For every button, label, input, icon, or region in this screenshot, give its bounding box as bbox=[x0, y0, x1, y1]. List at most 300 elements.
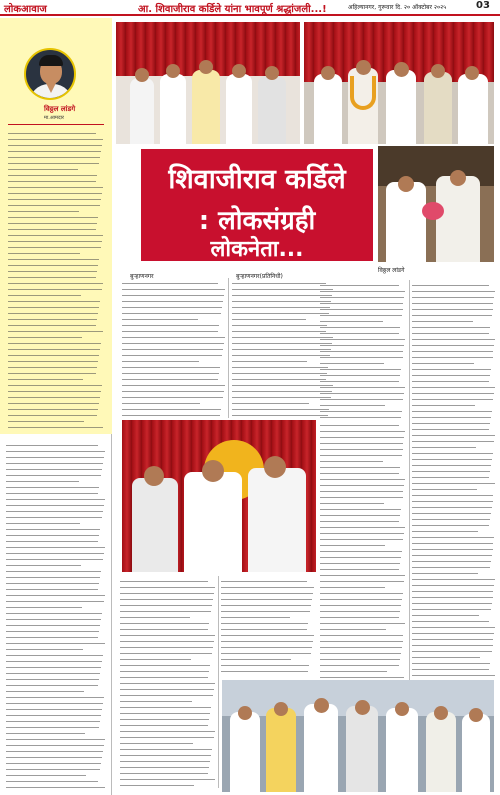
text-line bbox=[8, 211, 79, 212]
text-line bbox=[320, 497, 403, 498]
text-line bbox=[6, 679, 99, 680]
text-line bbox=[412, 609, 491, 610]
text-line bbox=[8, 319, 97, 320]
text-line bbox=[412, 561, 491, 562]
text-line bbox=[6, 685, 98, 686]
text-line bbox=[122, 391, 224, 392]
text-line bbox=[6, 787, 105, 788]
text-line bbox=[8, 415, 97, 416]
text-line bbox=[221, 653, 311, 654]
text-line bbox=[232, 295, 332, 296]
story-column-2 bbox=[232, 278, 334, 418]
author-name: विठ्ठल लांडगे bbox=[44, 105, 76, 113]
text-line bbox=[412, 417, 491, 418]
text-line bbox=[8, 367, 97, 368]
text-line bbox=[6, 583, 99, 584]
text-line bbox=[6, 769, 100, 770]
column-text-body bbox=[8, 128, 104, 428]
text-line bbox=[232, 397, 331, 398]
text-line bbox=[320, 437, 404, 438]
text-line bbox=[120, 755, 211, 756]
text-line bbox=[120, 629, 208, 630]
text-line bbox=[120, 605, 212, 606]
text-line bbox=[8, 325, 96, 326]
text-line bbox=[221, 641, 313, 642]
masthead bbox=[0, 0, 500, 16]
text-line bbox=[8, 355, 99, 356]
text-line bbox=[412, 387, 495, 388]
text-line bbox=[412, 477, 489, 478]
text-line bbox=[412, 519, 490, 520]
text-line bbox=[122, 379, 218, 380]
text-line bbox=[6, 619, 101, 620]
text-line bbox=[8, 145, 102, 146]
flower-garland-photo bbox=[304, 22, 494, 144]
text-line bbox=[412, 291, 495, 292]
story-column-8 bbox=[221, 576, 315, 676]
text-line bbox=[412, 345, 494, 346]
text-line bbox=[412, 555, 492, 556]
text-line bbox=[412, 597, 493, 598]
text-line bbox=[8, 133, 96, 134]
text-line bbox=[8, 289, 102, 290]
text-line bbox=[221, 665, 309, 666]
text-line bbox=[6, 571, 101, 572]
text-line bbox=[8, 373, 96, 374]
text-line bbox=[412, 429, 489, 430]
text-line bbox=[8, 397, 100, 398]
text-line bbox=[120, 713, 210, 714]
text-line bbox=[320, 393, 404, 394]
text-line bbox=[6, 739, 105, 740]
text-line bbox=[232, 325, 327, 326]
text-line bbox=[412, 621, 489, 622]
text-line bbox=[120, 737, 214, 738]
text-line bbox=[6, 745, 104, 746]
text-line bbox=[8, 181, 96, 182]
text-line bbox=[412, 639, 493, 640]
text-line bbox=[120, 731, 215, 732]
text-line bbox=[8, 343, 101, 344]
text-line bbox=[120, 635, 215, 636]
text-line bbox=[6, 655, 103, 656]
text-line bbox=[412, 327, 490, 328]
text-line bbox=[320, 563, 400, 564]
text-line bbox=[6, 523, 80, 524]
text-line bbox=[320, 515, 400, 516]
text-line bbox=[8, 157, 100, 158]
text-line bbox=[122, 367, 220, 368]
text-line bbox=[122, 415, 220, 416]
story-column-4 bbox=[320, 280, 406, 418]
text-line bbox=[6, 535, 99, 536]
text-line bbox=[6, 475, 101, 476]
text-line bbox=[6, 751, 103, 752]
text-line bbox=[8, 259, 99, 260]
text-line bbox=[320, 491, 403, 492]
text-line bbox=[8, 187, 103, 188]
text-line bbox=[320, 467, 400, 468]
text-line bbox=[6, 445, 98, 446]
text-line bbox=[6, 661, 102, 662]
text-line bbox=[232, 415, 328, 416]
text-line bbox=[320, 587, 385, 588]
text-line bbox=[412, 573, 478, 574]
text-line bbox=[320, 629, 386, 630]
text-line bbox=[122, 355, 222, 356]
text-line bbox=[412, 663, 490, 664]
text-line bbox=[8, 337, 82, 338]
text-line bbox=[412, 633, 494, 634]
text-line bbox=[6, 511, 103, 512]
issue-date: अहिल्यानगर, गुरूवार दि. २० ऑक्टोबर २०२५ bbox=[348, 4, 447, 11]
text-line bbox=[412, 393, 494, 394]
text-line bbox=[412, 567, 490, 568]
text-line bbox=[412, 579, 495, 580]
text-line bbox=[122, 349, 223, 350]
text-line bbox=[122, 343, 224, 344]
text-line bbox=[320, 581, 404, 582]
dateline-left: बुऱ्हाणनगर bbox=[130, 273, 154, 280]
text-line bbox=[412, 489, 477, 490]
text-line bbox=[120, 593, 214, 594]
text-line bbox=[120, 773, 208, 774]
text-line bbox=[120, 779, 215, 780]
text-line bbox=[320, 363, 384, 364]
text-line bbox=[320, 449, 403, 450]
text-line bbox=[412, 405, 475, 406]
text-line bbox=[6, 493, 98, 494]
text-line bbox=[6, 565, 81, 566]
text-line bbox=[320, 611, 400, 612]
text-line bbox=[6, 457, 104, 458]
text-line bbox=[320, 425, 399, 426]
text-line bbox=[232, 367, 328, 368]
text-line bbox=[412, 297, 494, 298]
text-line bbox=[6, 541, 98, 542]
text-line bbox=[412, 543, 493, 544]
text-line bbox=[320, 677, 404, 678]
text-line bbox=[320, 635, 403, 636]
text-line bbox=[221, 647, 312, 648]
text-line bbox=[412, 423, 490, 424]
sweet-offering-photo bbox=[122, 420, 316, 572]
text-line bbox=[8, 265, 98, 266]
text-line bbox=[122, 325, 219, 326]
text-line bbox=[122, 403, 200, 404]
text-line bbox=[412, 483, 495, 484]
text-line bbox=[120, 623, 209, 624]
text-line bbox=[120, 743, 193, 744]
text-line bbox=[221, 617, 290, 618]
text-line bbox=[221, 581, 307, 582]
text-line bbox=[122, 307, 222, 308]
text-line bbox=[412, 339, 495, 340]
text-line bbox=[320, 405, 385, 406]
text-line bbox=[6, 559, 103, 560]
text-line bbox=[6, 727, 99, 728]
text-line bbox=[120, 689, 214, 690]
text-line bbox=[232, 337, 333, 338]
column-text-continued bbox=[6, 440, 106, 792]
text-line bbox=[122, 301, 223, 302]
text-line bbox=[412, 669, 489, 670]
text-line bbox=[320, 369, 401, 370]
text-line bbox=[232, 409, 329, 410]
text-line bbox=[120, 659, 191, 660]
text-line bbox=[8, 421, 84, 422]
text-line bbox=[6, 703, 103, 704]
text-line bbox=[6, 451, 105, 452]
text-line bbox=[120, 665, 210, 666]
text-line bbox=[232, 349, 331, 350]
text-line bbox=[320, 327, 400, 328]
text-line bbox=[8, 427, 103, 428]
text-line bbox=[320, 653, 401, 654]
text-line bbox=[320, 623, 405, 624]
text-line bbox=[232, 301, 331, 302]
text-line bbox=[8, 253, 80, 254]
text-line bbox=[8, 241, 102, 242]
divider bbox=[8, 124, 104, 125]
text-line bbox=[412, 501, 493, 502]
text-line bbox=[412, 381, 489, 382]
text-line bbox=[6, 733, 85, 734]
text-line bbox=[120, 617, 190, 618]
text-line bbox=[122, 289, 225, 290]
text-line bbox=[412, 411, 492, 412]
text-line bbox=[6, 673, 100, 674]
text-line bbox=[232, 385, 333, 386]
text-line bbox=[412, 513, 491, 514]
text-line bbox=[320, 443, 403, 444]
text-line bbox=[6, 505, 104, 506]
text-line bbox=[120, 599, 213, 600]
text-line bbox=[320, 503, 384, 504]
text-line bbox=[6, 517, 102, 518]
text-line bbox=[8, 193, 102, 194]
text-line bbox=[120, 725, 208, 726]
newspaper-brand: लोकआवाज bbox=[4, 4, 47, 15]
text-line bbox=[320, 593, 403, 594]
story-column-1 bbox=[122, 278, 226, 418]
text-line bbox=[412, 453, 493, 454]
text-line bbox=[221, 611, 310, 612]
story-column-6 bbox=[320, 420, 406, 680]
text-line bbox=[412, 537, 494, 538]
text-line bbox=[120, 767, 209, 768]
text-line bbox=[320, 647, 402, 648]
text-line bbox=[6, 481, 79, 482]
text-line bbox=[6, 463, 103, 464]
text-line bbox=[412, 585, 494, 586]
text-line bbox=[6, 625, 100, 626]
text-line bbox=[221, 593, 313, 594]
text-line bbox=[320, 473, 399, 474]
text-line bbox=[6, 553, 104, 554]
text-line bbox=[8, 349, 100, 350]
text-line bbox=[412, 369, 491, 370]
text-line bbox=[120, 587, 215, 588]
text-line bbox=[412, 321, 473, 322]
text-line bbox=[320, 485, 404, 486]
text-line bbox=[320, 417, 401, 418]
text-line bbox=[6, 589, 98, 590]
text-line bbox=[8, 295, 81, 296]
text-line bbox=[221, 671, 308, 672]
text-line bbox=[8, 391, 101, 392]
text-line bbox=[412, 549, 493, 550]
text-line bbox=[221, 659, 291, 660]
text-line bbox=[8, 271, 97, 272]
text-line bbox=[232, 373, 327, 374]
divider bbox=[218, 576, 219, 788]
text-line bbox=[320, 387, 405, 388]
left-column bbox=[0, 18, 112, 795]
text-line bbox=[221, 629, 307, 630]
text-line bbox=[120, 695, 213, 696]
text-line bbox=[6, 757, 102, 758]
text-line bbox=[8, 229, 96, 230]
highlighted-column bbox=[0, 18, 112, 434]
text-line bbox=[412, 603, 492, 604]
text-line bbox=[6, 691, 84, 692]
text-line bbox=[412, 675, 495, 676]
text-line bbox=[120, 581, 208, 582]
text-line bbox=[120, 653, 212, 654]
text-line bbox=[412, 651, 492, 652]
text-line bbox=[412, 435, 495, 436]
text-line bbox=[320, 309, 403, 310]
text-line bbox=[320, 539, 403, 540]
text-line bbox=[6, 649, 83, 650]
text-line bbox=[412, 627, 495, 628]
text-line bbox=[412, 525, 489, 526]
text-line bbox=[6, 631, 99, 632]
text-line bbox=[221, 605, 311, 606]
text-line bbox=[412, 285, 489, 286]
stage-felicitation-photo bbox=[116, 22, 300, 144]
text-line bbox=[120, 677, 208, 678]
text-line bbox=[6, 601, 104, 602]
text-line bbox=[320, 557, 401, 558]
text-line bbox=[122, 283, 218, 284]
text-line bbox=[412, 615, 479, 616]
text-line bbox=[412, 375, 490, 376]
text-line bbox=[8, 169, 78, 170]
text-line bbox=[232, 343, 332, 344]
text-line bbox=[412, 471, 490, 472]
text-line bbox=[221, 635, 314, 636]
text-line bbox=[8, 163, 99, 164]
text-line bbox=[232, 307, 330, 308]
text-line bbox=[6, 667, 101, 668]
text-line bbox=[8, 385, 102, 386]
text-line bbox=[8, 199, 101, 200]
text-line bbox=[412, 309, 493, 310]
text-line bbox=[120, 647, 213, 648]
text-line bbox=[120, 707, 211, 708]
text-line bbox=[320, 297, 404, 298]
text-line bbox=[320, 575, 405, 576]
text-line bbox=[8, 301, 100, 302]
text-line bbox=[6, 721, 100, 722]
text-line bbox=[320, 569, 399, 570]
text-line bbox=[120, 701, 192, 702]
divider bbox=[409, 280, 410, 680]
text-line bbox=[8, 277, 96, 278]
text-line bbox=[122, 397, 223, 398]
text-line bbox=[8, 247, 101, 248]
text-line bbox=[412, 645, 493, 646]
text-line bbox=[412, 357, 493, 358]
text-line bbox=[412, 657, 480, 658]
story-column-7 bbox=[120, 576, 216, 788]
text-line bbox=[232, 289, 333, 290]
text-line bbox=[6, 697, 104, 698]
text-line bbox=[8, 313, 98, 314]
page-title: आ. शिवाजीराव कर्डिले यांना भावपूर्ण श्रद्धांजली...! bbox=[138, 4, 327, 15]
dateline-right: बुऱ्हाणनगर(प्रतिनिधी) bbox=[236, 273, 283, 280]
text-line bbox=[232, 319, 306, 320]
text-line bbox=[320, 551, 402, 552]
text-line bbox=[122, 319, 198, 320]
text-line bbox=[412, 363, 474, 364]
text-line bbox=[320, 527, 405, 528]
text-line bbox=[320, 291, 405, 292]
text-line bbox=[412, 315, 492, 316]
headline-line-1: शिवाजीराव कर्डिले bbox=[168, 164, 346, 195]
text-line bbox=[8, 151, 101, 152]
text-line bbox=[6, 643, 105, 644]
text-line bbox=[6, 595, 105, 596]
text-line bbox=[232, 361, 307, 362]
text-line bbox=[412, 507, 492, 508]
text-line bbox=[412, 465, 491, 466]
text-line bbox=[120, 749, 212, 750]
text-line bbox=[412, 441, 494, 442]
text-line bbox=[232, 391, 332, 392]
text-line bbox=[6, 487, 99, 488]
divider bbox=[228, 278, 229, 418]
text-line bbox=[320, 617, 399, 618]
text-line bbox=[232, 331, 326, 332]
text-line bbox=[6, 709, 102, 710]
text-line bbox=[412, 495, 493, 496]
text-line bbox=[122, 385, 225, 386]
text-line bbox=[8, 403, 99, 404]
story-column-3 bbox=[338, 266, 418, 276]
headline-box bbox=[141, 149, 373, 261]
text-line bbox=[8, 379, 83, 380]
text-line bbox=[320, 455, 402, 456]
rally-crowd-photo bbox=[222, 680, 494, 792]
text-line bbox=[8, 223, 97, 224]
text-line bbox=[120, 785, 194, 786]
text-line bbox=[412, 591, 493, 592]
text-line bbox=[8, 235, 103, 236]
text-line bbox=[6, 763, 101, 764]
text-line bbox=[6, 637, 98, 638]
author-portrait bbox=[24, 48, 76, 100]
text-line bbox=[6, 775, 86, 776]
text-line bbox=[6, 469, 102, 470]
text-line bbox=[320, 479, 405, 480]
text-line bbox=[320, 521, 399, 522]
text-line bbox=[412, 447, 476, 448]
text-line bbox=[320, 315, 402, 316]
text-line bbox=[120, 761, 210, 762]
